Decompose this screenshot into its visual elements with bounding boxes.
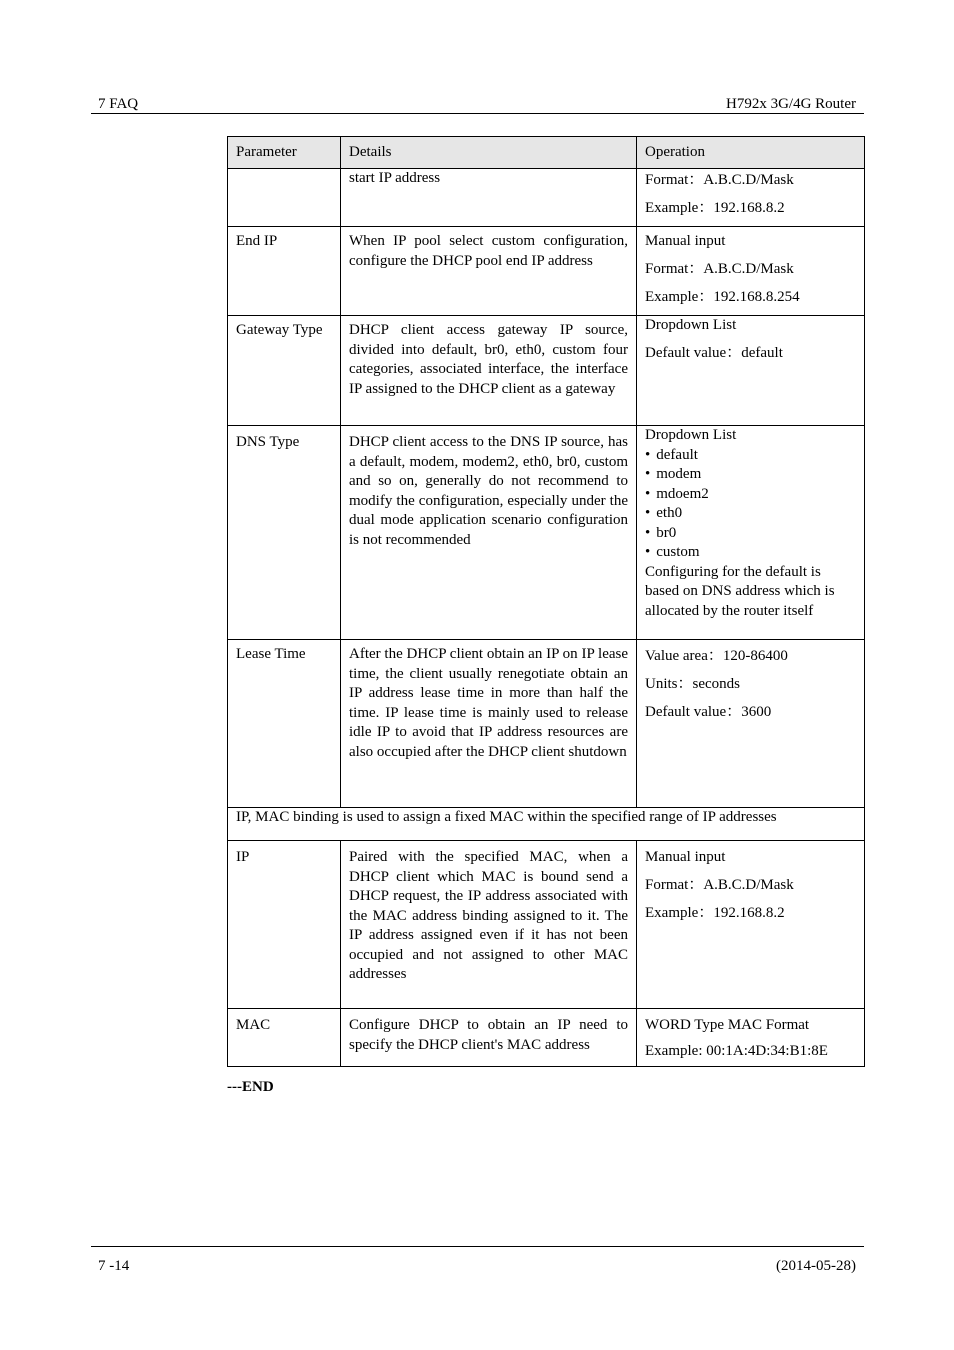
- operation-line: Units：seconds: [645, 676, 740, 692]
- operation-line: Example：192.168.8.2: [645, 905, 785, 921]
- operation-line: Default value：3600: [645, 704, 772, 720]
- operation-line: WORD Type MAC Format: [645, 1017, 810, 1033]
- operation-line: Format：A.B.C.D/Mask: [645, 172, 794, 188]
- operation-line: Example：192.168.8.254: [645, 289, 800, 305]
- param-cell: MAC: [228, 1009, 341, 1067]
- details-cell: When IP pool select custom configuration, configure the DHCP pool end IP address: [341, 227, 637, 316]
- page-number: 7 -14: [98, 1258, 130, 1274]
- details-cell: DHCP client access gateway IP source, divided into default, br0, eth0, custom four categories, associated interface, the interface IP assigned to the DHCP client as a gateway: [341, 316, 637, 426]
- operation-line: Format：A.B.C.D/Mask: [645, 877, 794, 893]
- operation-line: Example：192.168.8.2: [645, 200, 785, 216]
- document-date: (2014-05-28): [776, 1258, 856, 1274]
- operation-cell: [637, 640, 865, 808]
- operation-line: Dropdown List: [645, 317, 737, 333]
- param-cell: IP: [228, 841, 341, 1009]
- operation-line: Value area：120-86400: [645, 648, 788, 664]
- operation-line: Dropdown List: [645, 427, 737, 443]
- table-row: [228, 426, 865, 640]
- details-cell: Configure DHCP to obtain an IP need to specify the DHCP client's MAC address: [341, 1009, 637, 1067]
- table-row: [228, 1009, 865, 1067]
- param-cell: DNS Type: [228, 426, 341, 640]
- header-rule: [91, 113, 864, 114]
- details-cell: start IP address: [341, 169, 637, 227]
- end-marker: ---END: [227, 1079, 274, 1095]
- table-row: [228, 841, 865, 1009]
- header-product: H792x 3G/4G Router: [726, 96, 856, 112]
- list-item: • mdoem2: [645, 485, 856, 505]
- param-cell: Lease Time: [228, 640, 341, 808]
- column-header-details: Details: [341, 137, 637, 169]
- table-section-row: [228, 808, 865, 841]
- column-header-parameter: Parameter: [228, 137, 341, 169]
- footer-rule: [91, 1246, 864, 1247]
- operation-cell: [637, 1009, 865, 1067]
- parameter-table: [227, 136, 865, 1067]
- param-cell: [228, 169, 341, 227]
- list-item: • modem: [645, 465, 856, 485]
- list-item: • br0: [645, 524, 856, 544]
- operation-cell: [637, 169, 865, 227]
- list-item: • eth0: [645, 504, 856, 524]
- operation-cell: [637, 316, 865, 426]
- operation-note: Configuring for the default is based on DNS address which is allocated by the router itself: [645, 563, 835, 619]
- operation-line: Manual input: [645, 849, 726, 865]
- table-header-row: [228, 137, 865, 169]
- param-cell: Gateway Type: [228, 316, 341, 426]
- list-item: • default: [645, 446, 856, 466]
- operation-line: Format：A.B.C.D/Mask: [645, 261, 794, 277]
- header-chapter: 7 FAQ: [98, 96, 139, 112]
- operation-cell: [637, 841, 865, 1009]
- table-row: [228, 169, 865, 227]
- operation-line: Default value：default: [645, 345, 783, 361]
- operation-cell: [637, 227, 865, 316]
- details-cell: DHCP client access to the DNS IP source, has a default, modem, modem2, eth0, br0, custom and so on, generally do not recommend to modify the configuration, especially under the dual mode application scenario configuration is not recommended: [341, 426, 637, 640]
- table-row: [228, 316, 865, 426]
- section-note-cell: IP, MAC binding is used to assign a fixed MAC within the specified range of IP addresses: [228, 808, 865, 841]
- details-cell: After the DHCP client obtain an IP on IP lease time, the client usually renegotiate obtain an IP address lease time in more than half the time. IP lease time is mainly used to release idle IP to avoid that IP address resources are also occupied after the DHCP client shutdown: [341, 640, 637, 808]
- param-cell: End IP: [228, 227, 341, 316]
- list-item: • custom: [645, 543, 856, 563]
- table-row: [228, 640, 865, 808]
- table-row: [228, 227, 865, 316]
- column-header-operation: Operation: [637, 137, 865, 169]
- details-cell: Paired with the specified MAC, when a DHCP client which MAC is bound send a DHCP request, the IP address associated with the MAC address binding assigned to it. The IP address assigned even if it has not been occupied and not assigned to other MAC addresses: [341, 841, 637, 1009]
- operation-cell: [637, 426, 865, 640]
- operation-line: Manual input: [645, 233, 726, 249]
- operation-line: Example: 00:1A:4D:34:B1:8E: [645, 1042, 828, 1059]
